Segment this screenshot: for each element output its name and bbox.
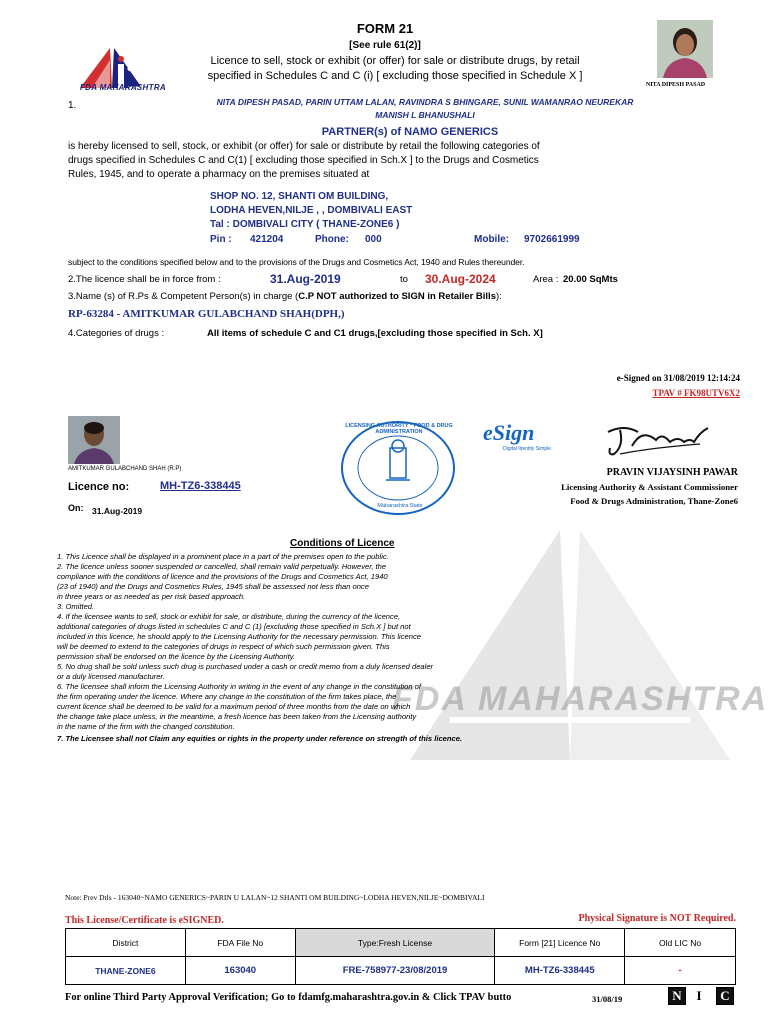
c-box: C xyxy=(716,987,734,1005)
licence-no-value: MH-TZ6-338445 xyxy=(160,480,241,492)
header-line-1: Licence to sell, stock or exhibit (or offer) for sale or distribute drugs, by retail xyxy=(210,55,580,67)
condition-final: 7. The Licensee shall not Claim any equities or rights in the property under reference on strength of this licence. xyxy=(57,734,463,743)
conditions-list xyxy=(57,552,477,744)
conditions-title: Conditions of Licence xyxy=(290,538,395,549)
verification-text: For online Third Party Approval Verification; Go to fdamfg.maharashtra.gov.in & Click TPAV butto xyxy=(65,992,512,1003)
table-header-cell: Old LIC No xyxy=(625,929,736,957)
from-date: 31.Aug-2019 xyxy=(270,272,341,286)
licence-text-3: Rules, 1945, and to operate a pharmacy on the premises situated at xyxy=(68,169,370,180)
licence-on-label: On: xyxy=(68,503,84,513)
rp-photo-caption: AMITKUMAR GULABCHAND SHAH (R.P) xyxy=(68,466,182,472)
phone-value: 000 xyxy=(365,234,382,245)
condition-line: permission shall be endorsed on the licence by the Licensing Authority. xyxy=(57,652,296,661)
table-header-cell: Type:Fresh License xyxy=(295,929,495,957)
pin-value: 421204 xyxy=(250,234,284,245)
i-box: I xyxy=(690,987,708,1005)
firm-title: PARTNER(s) of NAMO GENERICS xyxy=(321,126,499,138)
partner-names-line-1: NITA DIPESH PASAD, PARIN UTTAM LALAN, RAVINDRA S BHINGARE, SUNIL WAMANRAO NEUREKAR xyxy=(216,97,634,107)
esign-logo xyxy=(483,420,578,460)
footer-date: 31/08/19 xyxy=(592,994,623,1004)
authority-name: PRAVIN VIJAYSINH PAWAR xyxy=(606,467,738,478)
licence-no-label: Licence no: xyxy=(68,481,130,493)
logo-text: FDA MAHARASHTRA xyxy=(80,83,166,92)
authority-signature-icon xyxy=(600,418,720,462)
condition-line: in the name of the firm with the changed constitution. xyxy=(57,722,235,731)
rp-name: RP-63284 - AMITKUMAR GULABCHAND SHAH(DPH,) xyxy=(68,308,345,320)
mobile-label: Mobile: xyxy=(474,234,509,245)
esigned-notice: This License/Certificate is eSIGNED. xyxy=(65,915,224,926)
table-header-cell: Form [21] Licence No xyxy=(495,929,625,957)
categories-value: All items of schedule C and C1 drugs,[excluding those specified in Sch. X] xyxy=(207,328,543,339)
condition-line: 3. Omitted. xyxy=(57,602,95,611)
categories-label: 4.Categories of drugs : xyxy=(68,328,165,339)
table-cell: THANE-ZONE6 xyxy=(66,957,186,985)
esign-logo-text: eSign xyxy=(483,420,535,445)
rp-label-line xyxy=(68,291,502,302)
to-date: 30.Aug-2024 xyxy=(425,272,496,286)
n-box: N xyxy=(668,987,686,1005)
table-row xyxy=(66,957,736,985)
tpav-code: TPAV # FK98UTV6X2 xyxy=(652,388,740,398)
force-label: 2.The licence shall be in force from : xyxy=(68,274,221,285)
prev-details-note: Note: Prev Dtls - 163040~NAMO GENERICS~PARIN U LALAN~12 SHANTI OM BUILDING~LODHA HEVEN,NILJE~DOMBIVALI xyxy=(65,893,485,902)
table-cell: MH-TZ6-338445 xyxy=(495,957,625,985)
table-cell: FRE-758977-23/08/2019 xyxy=(295,957,495,985)
condition-line: 2. The licence unless sooner suspended or cancelled, shall remain valid perpetually. However, the xyxy=(57,562,387,571)
condition-line: (23 of 1940) and the Drugs and Cosmetics Rules, 1945 shall be assessed not less than once xyxy=(57,582,369,591)
condition-line: 6. The licensee shall inform the Licensing Authority in writing in the event of any change in the constitution of xyxy=(57,682,422,691)
area-label: Area : xyxy=(533,274,559,285)
table-cell: - xyxy=(625,957,736,985)
pin-label: Pin : xyxy=(210,234,232,245)
seal-text: LICENSING AUTHORITY * FOOD & DRUG ADMINISTRATION xyxy=(345,423,453,435)
to-label: to xyxy=(400,274,408,285)
table-header-row xyxy=(66,929,736,957)
table-header-cell: District xyxy=(66,929,186,957)
mobile-value: 9702661999 xyxy=(524,234,580,245)
condition-line: 1. This Licence shall be displayed in a prominent place in a part of the premises open to the public. xyxy=(57,552,389,561)
condition-line: additional categories of drugs listed in schedules C and C (1) [excluding those specified in Sch.X ] but not xyxy=(57,622,411,631)
watermark-text: FDA MAHARASHTRA xyxy=(392,680,769,718)
address-line-1: SHOP NO. 12, SHANTI OM BUILDING, xyxy=(210,191,389,202)
rp-note: C.P NOT authorized to SIGN in Retailer Bills xyxy=(298,291,496,302)
phone-label: Phone: xyxy=(315,234,349,245)
licence-text-1: is hereby licensed to sell, stock, or exhibit (or offer) for sale or distribute by retail the following categories of xyxy=(68,141,540,152)
area-value: 20.00 SqMts xyxy=(563,274,618,285)
condition-line: included in this licence, he should apply to the Licensing Authority for the necessary permission. This licence xyxy=(57,632,421,641)
authority-dept: Food & Drugs Administration, Thane-Zone6 xyxy=(570,496,738,506)
authority-title: Licensing Authority & Assistant Commissioner xyxy=(561,482,738,492)
form-title: FORM 21 xyxy=(356,21,414,36)
seal-bottom-text: Maharashtra State xyxy=(377,503,423,509)
address-line-3: Tal : DOMBIVALI CITY ( THANE-ZONE6 ) xyxy=(210,219,400,230)
table-header-cell: FDA File No xyxy=(185,929,295,957)
condition-line: current licence shall be deemed to be valid for a maximum period of three months from the date on which xyxy=(57,702,411,711)
condition-line: 5. No drug shall be sold unless such drug is purchased under a cash or credit memo from a duly licensed dealer xyxy=(57,662,434,671)
condition-line: or a duly licensed manufacturer. xyxy=(57,672,165,681)
condition-line: the firm operating under the licence. Where any change in the constitution of the firm takes place, the xyxy=(57,692,397,701)
partner-names-line-2: MANISH L BHANUSHALI xyxy=(375,110,475,120)
header-line-2: specified in Schedules C and C (i) [ excluding those specified in Schedule X ] xyxy=(207,70,583,82)
licence-on-value: 31.Aug-2019 xyxy=(92,506,143,516)
physical-signature-notice: Physical Signature is NOT Required. xyxy=(578,913,736,924)
condition-line: 4. If the licensee wants to sell, stock or exhibit for sale, or distribute, during the currency of the licence, xyxy=(57,612,401,621)
rp-close: ): xyxy=(495,291,502,302)
esigned-on: e-Signed on 31/08/2019 12:14:24 xyxy=(616,373,740,383)
esign-tagline: Digital Identity Simple xyxy=(503,446,552,452)
licensee-photo xyxy=(657,20,713,78)
rp-label: 3.Name (s) of R.Ps & Competent Person(s) in charge ( xyxy=(68,291,299,302)
licence-text-2: drugs specified in Schedules C and C(1) [ excluding those specified in Sch.X ] to the Drugs and Cosmetics xyxy=(68,155,539,166)
table-cell: 163040 xyxy=(185,957,295,985)
condition-line: will be deemed to extend to the categories of drugs in respect of which such permission given. This xyxy=(57,642,390,651)
form-rule: [See rule 61(2)] xyxy=(349,40,421,51)
condition-line: compliance with the conditions of licence and the provisions of the Drugs and Cosmetics Act, 1940 xyxy=(57,572,388,581)
section-number: 1. xyxy=(68,100,77,111)
address-line-2: LODHA HEVEN,NILJE , , DOMBIVALI EAST xyxy=(210,205,413,216)
licence-info-table xyxy=(65,928,736,985)
subject-text: subject to the conditions specified below and to the provisions of the Drugs and Cosmetics Act, 1940 and Rules thereunder. xyxy=(68,257,525,267)
licensee-photo-caption: NITA DIPESH PASAD xyxy=(646,82,706,88)
condition-line: the change take place unless, in the meantime, a fresh licence has been taken from the Licensing authority xyxy=(57,712,417,721)
condition-line: in three years or as needed as per risk based approach. xyxy=(57,592,246,601)
rp-photo xyxy=(68,416,120,464)
